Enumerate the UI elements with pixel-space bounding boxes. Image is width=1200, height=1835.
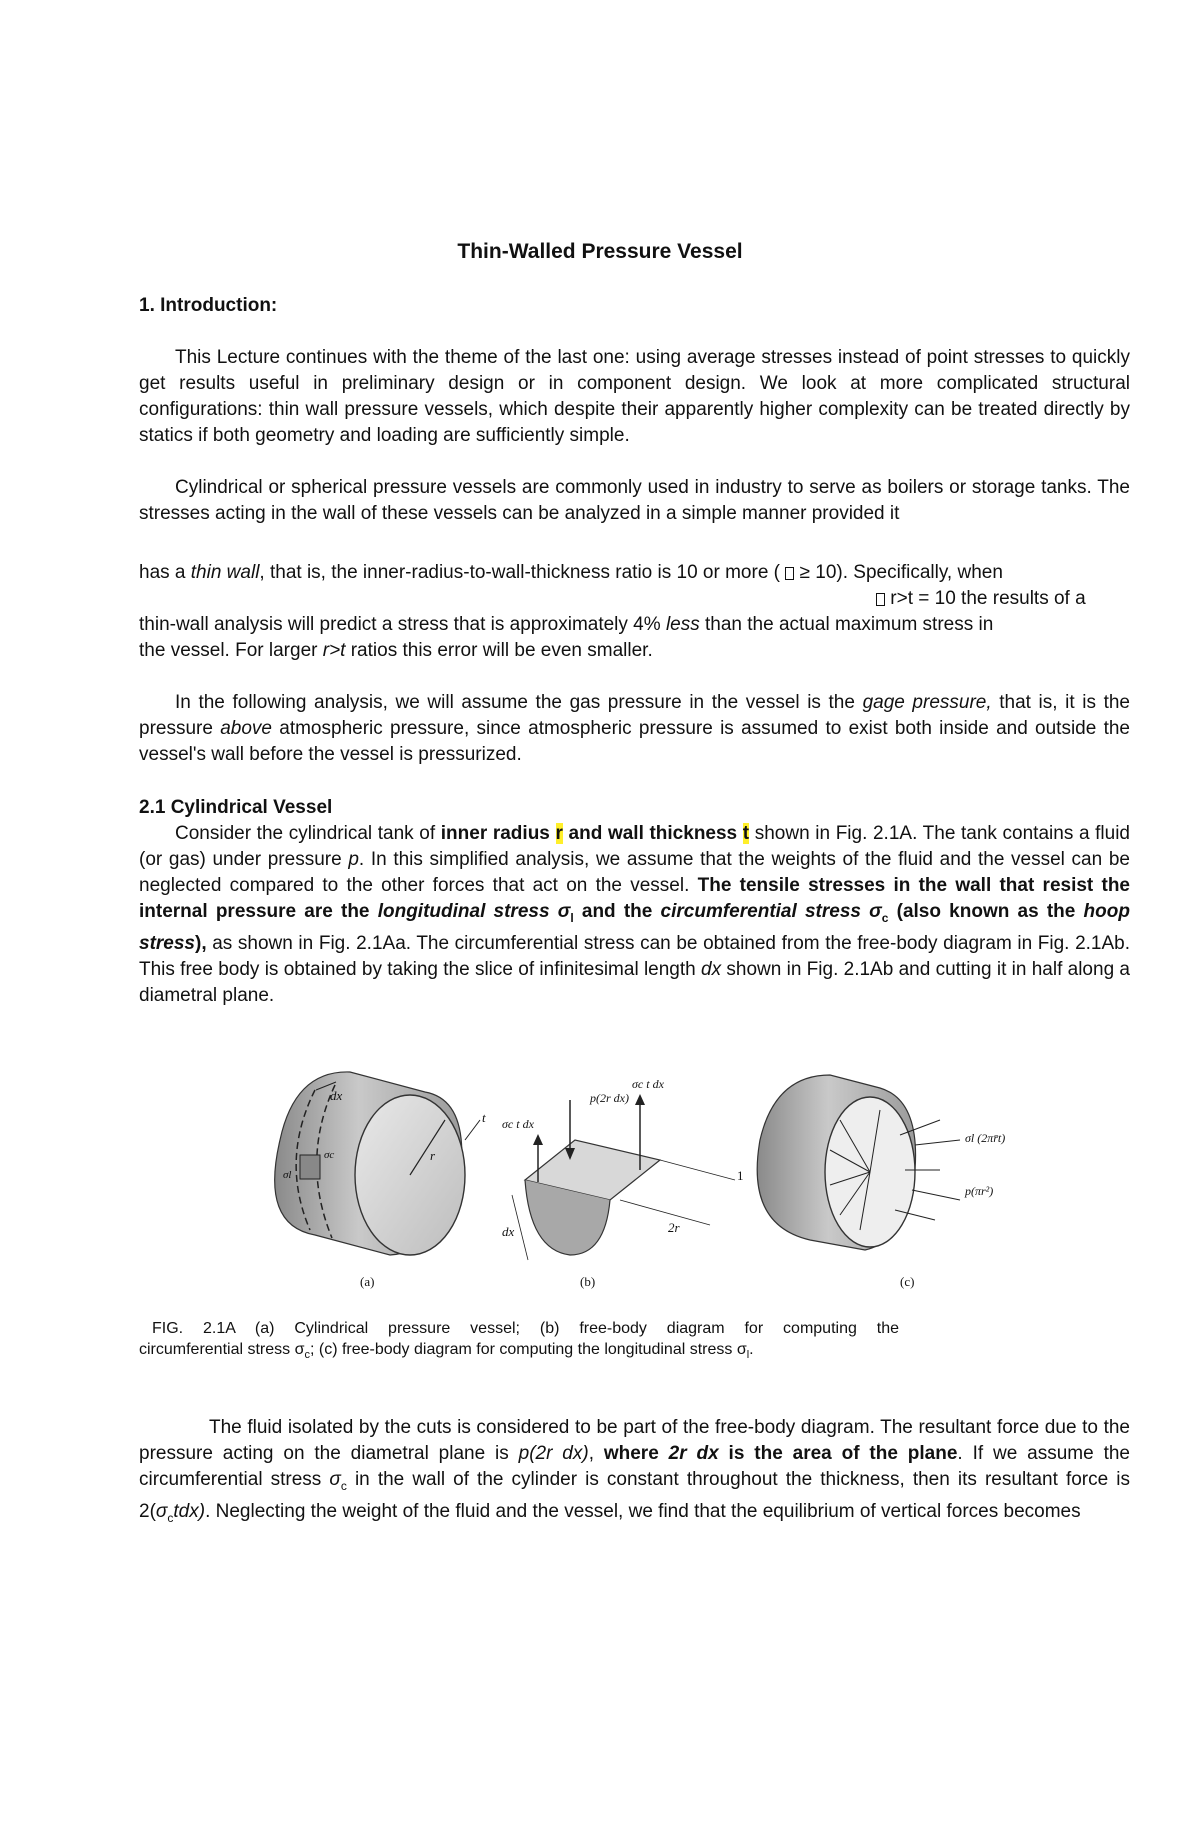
intro-paragraph-3-line-4: the vessel. For larger r>t ratios this error will be even smaller. — [139, 640, 653, 661]
intro-heading: 1. Introduction: — [139, 295, 278, 316]
label-r: r — [430, 1148, 436, 1163]
intro-paragraph-3-line-1: has a thin wall, that is, the inner-radius-to-wall-thickness ratio is 10 or more ( ≥ 10). Specifically, when — [139, 562, 1003, 583]
label-panel-b: (b) — [580, 1274, 596, 1289]
figure-panel-b — [512, 1094, 735, 1260]
cylindrical-vessel-heading: 2.1 Cylindrical Vessel — [139, 797, 333, 818]
ratio-glyph — [785, 567, 794, 580]
label-sigma-t-dx-left: σc t dx — [502, 1117, 534, 1131]
label-p2rdx: p(2r dx) — [590, 1091, 629, 1105]
figure-caption-line-2: circumferential stress $\sigma_c$; (c) free-body diagram for computing the longitudinal stress $\sigma_l$. — [139, 1341, 754, 1362]
label-sigma-l-2pirt: σl (2πr̄t) — [965, 1131, 1006, 1145]
page-title: Thin-Walled Pressure Vessel — [457, 240, 743, 263]
label-dx-a: dx — [330, 1088, 343, 1103]
label-t: t — [482, 1110, 486, 1125]
intro-paragraph-2: Cylindrical or spherical pressure vessels are commonly used in industry to serve as boilers or storage tanks. The stresses acting in the wall of these vessels can be analyzed in a simple manner provided it — [139, 477, 1130, 524]
label-one: 1 — [737, 1168, 744, 1183]
label-panel-a: (a) — [360, 1274, 375, 1289]
label-2r: 2r — [668, 1220, 680, 1235]
figure-2-1a — [240, 1060, 1040, 1300]
cylindrical-vessel-paragraph: Consider the cylindrical tank of inner radius r and wall thickness t shown in Fig. 2.1A. The tank contains a fluid (or gas) under pressure p. In this simplified analysis, we assume that the weights of the fluid and the vessel can be neglected compared to the other forces that act on the vessel. The tensile stresses in the wall that resist the internal pressure are the longitudinal stress $\sigma_l$ and the circumferential stress $\sigma_c$ (also known as the hoop stress), as shown in Fig. 2.1Aa. The circumferential stress can be obtained from the free-body diagram in Fig. 2.1Ab. This free body is obtained by taking the slice of infinitesimal length dx shown in Fig. 2.1Ab and cutting it in half along a diametral plane. — [139, 823, 1131, 1006]
label-dx-b: dx — [502, 1224, 515, 1239]
label-sigma-t-dx-top: σc t dx — [632, 1077, 664, 1091]
intro-paragraph-1: This Lecture continues with the theme of the last one: using average stresses instead of point stresses to quickly get results useful in preliminary design or in component design. We look at more complicated structural configurations: thin wall pressure vessels, which despite their apparently higher complexity can be treated directly by statics if both geometry and loading are sufficiently simple. — [139, 347, 1130, 446]
intro-paragraph-3-line-2: r>t = 10 the results of a — [876, 586, 1086, 612]
final-paragraph: The fluid isolated by the cuts is considered to be part of the free-body diagram. The resultant force due to the pressure acting on the diametral plane is p(2r dx), where 2r dx is the area of the plane. If we assume the circumferential stress $\sigma_c$ in the wall of the cylinder is constant throughout the thickness, then its resultant force is $2(\sigma_ctdx)$. Neglecting the weight of the fluid and the vessel, we find that the equilibrium of vertical forces becomes — [139, 1417, 1130, 1525]
label-panel-c: (c) — [900, 1274, 915, 1289]
label-p-pi-r2: p(πr²) — [965, 1184, 994, 1198]
figure-caption-line-1: FIG. 2.1A (a) Cylindrical pressure vessel; (b) free-body diagram for computing the — [152, 1320, 899, 1337]
figure-panel-c — [757, 1075, 960, 1250]
label-sigma-l-a: σl — [283, 1169, 292, 1181]
ratio-glyph — [876, 593, 885, 606]
label-sigma-c-a: σc — [324, 1149, 335, 1161]
figure-panel-a — [275, 1072, 480, 1255]
intro-paragraph-4: In the following analysis, we will assume the gas pressure in the vessel is the gage pressure, that is, it is the pressure above atmospheric pressure, since atmospheric pressure is assumed to exist both inside and outside the vessel's wall before the vessel is pressurized. — [139, 692, 1131, 765]
intro-paragraph-3-line-3: thin-wall analysis will predict a stress that is approximately 4% less than the actual maximum stress in — [139, 614, 994, 635]
